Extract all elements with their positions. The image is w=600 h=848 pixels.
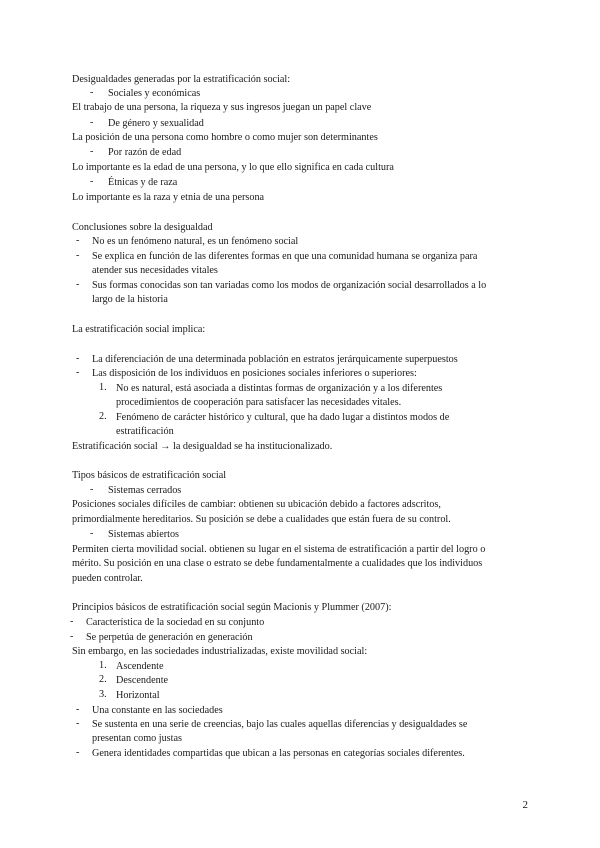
dash-marker: - <box>90 176 94 187</box>
heading-conclusiones: Conclusiones sobre la desigualdad <box>72 222 213 233</box>
dash-marker: - <box>90 528 94 539</box>
text-cerrados-2: primordialmente hereditarios. Su posición se debe a cualidades que están fuera de su control. <box>72 514 451 525</box>
dash-marker: - <box>90 87 94 98</box>
heading-implica: La estratificación social implica: <box>72 324 206 335</box>
dash-marker: - <box>76 704 80 715</box>
dash-marker: - <box>76 279 80 290</box>
bullet-identidades: Genera identidades compartidas que ubican a las personas en categorías sociales diferentes. <box>92 748 465 759</box>
dash-marker: - <box>76 250 80 261</box>
dash-marker: - <box>76 235 80 246</box>
text-sociales: El trabajo de una persona, la riqueza y sus ingresos juegan un papel clave <box>72 102 372 113</box>
dash-marker: - <box>76 367 80 378</box>
text-etnicas: Lo importante es la raza y etnia de una persona <box>72 192 265 203</box>
text-abiertos-2: mérito. Su posición en una clase o estrato se debe fundamentalmente a cualidades que los individuos <box>72 558 483 569</box>
text-edad: Lo importante es la edad de una persona, y lo que ello significa en cada cultura <box>72 162 394 173</box>
bullet-disposicion: Las disposición de los individuos en posiciones sociales inferiores o superiores: <box>92 368 417 379</box>
number-marker: 2. <box>99 674 107 685</box>
bullet-constante: Una constante en las sociedades <box>92 705 223 716</box>
bullet-sustenta-1: Se sustenta en una serie de creencias, bajo las cuales aquellas diferencias y desigualdades se <box>92 719 468 730</box>
bullet-cerrados: Sistemas cerrados <box>108 485 182 496</box>
dash-marker: - <box>70 631 74 642</box>
heading-desigualdades: Desigualdades generadas por la estratificación social: <box>72 74 291 85</box>
bullet-explica-2: atender sus necesidades vitales <box>92 265 218 276</box>
text-abiertos-3: pueden controlar. <box>72 573 143 584</box>
text-abiertos-1: Permiten cierta movilidad social. obtienen su lugar en el sistema de estratificación a partir del logro o <box>72 544 486 555</box>
number-marker: 1. <box>99 382 107 393</box>
text-cerrados-1: Posiciones sociales difíciles de cambiar: obtienen su ubicación debido a factores adscritos, <box>72 499 441 510</box>
bullet-caracteristica: Característica de la sociedad en su conjunto <box>86 617 265 628</box>
bullet-explica-1: Se explica en función de las diferentes formas en que una comunidad humana se organiza para <box>92 251 478 262</box>
dash-marker: - <box>76 353 80 364</box>
number-marker: 1. <box>99 660 107 671</box>
heading-tipos: Tipos básicos de estratificación social <box>72 470 227 481</box>
dash-marker: - <box>90 484 94 495</box>
bullet-edad: Por razón de edad <box>108 147 182 158</box>
item-descendente: Descendente <box>116 675 169 686</box>
heading-principios: Principios básicos de estratificación social según Macionis y Plummer (2007): <box>72 602 392 613</box>
page-number: 2 <box>522 799 528 811</box>
bullet-perpetua: Se perpetúa de generación en generación <box>86 632 253 643</box>
item-ascendente: Ascendente <box>116 661 164 672</box>
number-marker: 2. <box>99 411 107 422</box>
bullet-formas-1: Sus formas conocidas son tan variadas como los modos de organización social desarrollados a lo <box>92 280 487 291</box>
bullet-sustenta-2: presentan como justas <box>92 733 182 744</box>
dash-marker: - <box>90 146 94 157</box>
text-sin-embargo: Sin embargo, en las sociedades industrializadas, existe movilidad social: <box>72 646 368 657</box>
bullet-genero: De género y sexualidad <box>108 118 204 129</box>
bullet-formas-2: largo de la historia <box>92 294 168 305</box>
bullet-sociales: Sociales y económicas <box>108 88 201 99</box>
dash-marker: - <box>90 117 94 128</box>
dash-marker: - <box>76 747 80 758</box>
bullet-diferenciacion: La diferenciación de una determinada población en estratos jerárquicamente superpuestos <box>92 354 458 365</box>
item-fenomeno-2: estratificación <box>116 426 174 437</box>
item-horizontal: Horizontal <box>116 690 160 701</box>
item-fenomeno-1: Fenómeno de carácter histórico y cultural, que ha dado lugar a distintos modos de <box>116 412 450 423</box>
item-no-natural-2: procedimientos de cooperación para satisfacer las necesidades vitales. <box>116 397 402 408</box>
dash-marker: - <box>70 616 74 627</box>
bullet-no-natural: No es un fenómeno natural, es un fenómeno social <box>92 236 299 247</box>
text-institucionalizado: Estratificación social → la desigualdad se ha institucionalizado. <box>72 441 333 452</box>
bullet-abiertos: Sistemas abiertos <box>108 529 180 540</box>
bullet-etnicas: Étnicas y de raza <box>108 177 178 188</box>
number-marker: 3. <box>99 689 107 700</box>
dash-marker: - <box>76 718 80 729</box>
item-no-natural-1: No es natural, está asociada a distintas formas de organización y a los diferentes <box>116 383 443 394</box>
text-genero: La posición de una persona como hombre o como mujer son determinantes <box>72 132 378 143</box>
